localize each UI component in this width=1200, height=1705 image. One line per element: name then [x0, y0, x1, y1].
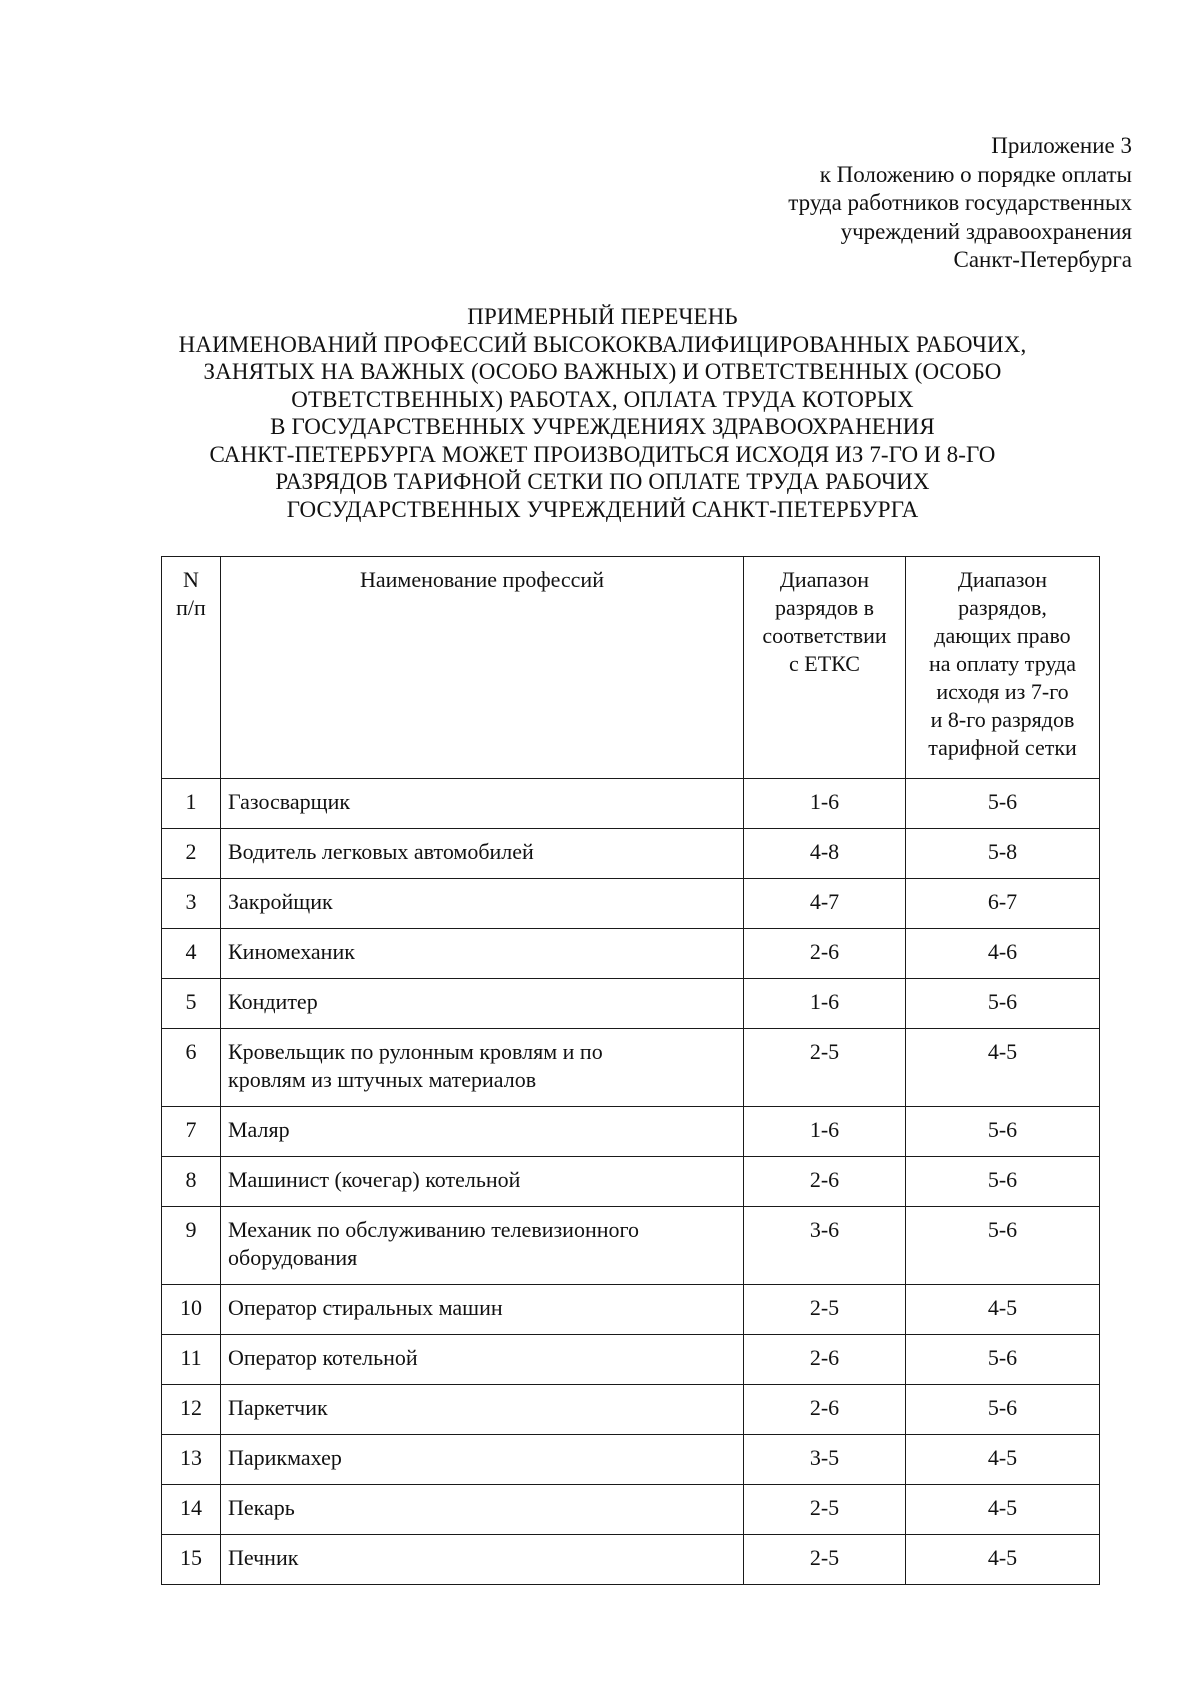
row-profession — [221, 1385, 744, 1435]
row-pay-range: 4-5 — [906, 1435, 1100, 1485]
row-pay-range: 5-6 — [906, 779, 1100, 829]
profession-line: оборудования — [228, 1245, 358, 1270]
profession-line: Кондитер — [228, 989, 318, 1014]
row-etks-range: 1-6 — [744, 1107, 906, 1157]
row-etks-range: 2-6 — [744, 929, 906, 979]
row-pay-range: 4-5 — [906, 1535, 1100, 1585]
row-pay-range: 5-6 — [906, 979, 1100, 1029]
title-line: ГОСУДАРСТВЕННЫХ УЧРЕЖДЕНИЙ САНКТ-ПЕТЕРБУРГА — [286, 496, 919, 522]
row-etks-range: 4-7 — [744, 879, 906, 929]
table-row — [162, 1435, 1100, 1485]
table-header-row — [162, 557, 1100, 779]
header-etks-range — [744, 557, 906, 779]
row-number: 6 — [162, 1029, 221, 1107]
row-etks-range: 3-6 — [744, 1207, 906, 1285]
header-number — [162, 557, 221, 779]
row-etks-range: 2-6 — [744, 1335, 906, 1385]
row-pay-range: 4-6 — [906, 929, 1100, 979]
header-line: разрядов, — [958, 595, 1047, 620]
row-etks-range: 2-6 — [744, 1385, 906, 1435]
title-line: НАИМЕНОВАНИЙ ПРОФЕССИЙ ВЫСОКОКВАЛИФИЦИРОВАННЫХ РАБОЧИХ, — [178, 331, 1027, 357]
row-number: 7 — [162, 1107, 221, 1157]
profession-line: Печник — [228, 1545, 299, 1570]
table-row — [162, 879, 1100, 929]
row-number: 10 — [162, 1285, 221, 1335]
header-line: исходя из 7-го — [936, 679, 1069, 704]
row-number: 12 — [162, 1385, 221, 1435]
row-pay-range: 5-6 — [906, 1157, 1100, 1207]
title-line: ЗАНЯТЫХ НА ВАЖНЫХ (ОСОБО ВАЖНЫХ) И ОТВЕТСТВЕННЫХ (ОСОБО — [203, 359, 1002, 384]
table-row — [162, 929, 1100, 979]
profession-line: Закройщик — [228, 889, 333, 914]
row-number: 1 — [162, 779, 221, 829]
profession-line: Газосварщик — [228, 789, 351, 814]
row-profession — [221, 879, 744, 929]
table-row — [162, 1485, 1100, 1535]
header-line: N — [183, 567, 199, 592]
appendix-line: к Положению о порядке оплаты — [819, 161, 1132, 187]
row-profession — [221, 1435, 744, 1485]
profession-line: Киномеханик — [228, 939, 355, 964]
header-line: тарифной сетки — [928, 735, 1077, 760]
row-number: 13 — [162, 1435, 221, 1485]
row-pay-range: 5-6 — [906, 1207, 1100, 1285]
appendix-line: Приложение 3 — [991, 133, 1132, 158]
table-row — [162, 1029, 1100, 1107]
row-number: 9 — [162, 1207, 221, 1285]
header-profession-name — [221, 557, 744, 779]
row-number: 5 — [162, 979, 221, 1029]
row-profession — [221, 1335, 744, 1385]
row-pay-range: 5-6 — [906, 1107, 1100, 1157]
profession-line: Водитель легковых автомобилей — [228, 839, 534, 864]
row-profession — [221, 1485, 744, 1535]
profession-line: Паркетчик — [228, 1395, 328, 1420]
profession-line: Оператор котельной — [228, 1345, 418, 1370]
row-pay-range: 5-6 — [906, 1385, 1100, 1435]
table-row — [162, 1385, 1100, 1435]
row-pay-range: 5-6 — [906, 1335, 1100, 1385]
row-profession — [221, 1107, 744, 1157]
profession-line: Механик по обслуживанию телевизионного — [228, 1217, 639, 1242]
title-line: САНКТ-ПЕТЕРБУРГА МОЖЕТ ПРОИЗВОДИТЬСЯ ИСХОДЯ ИЗ 7-ГО И 8-ГО — [209, 441, 996, 467]
row-number: 15 — [162, 1535, 221, 1585]
row-etks-range: 2-5 — [744, 1285, 906, 1335]
header-line: с ЕТКС — [789, 651, 860, 676]
table-row — [162, 979, 1100, 1029]
table-row — [162, 1335, 1100, 1385]
row-pay-range: 4-5 — [906, 1485, 1100, 1535]
appendix-header — [788, 132, 1132, 275]
table-row — [162, 1207, 1100, 1285]
row-number: 11 — [162, 1335, 221, 1385]
row-pay-range: 4-5 — [906, 1029, 1100, 1107]
row-profession — [221, 1157, 744, 1207]
header-line: Диапазон — [957, 567, 1048, 592]
row-profession — [221, 929, 744, 979]
row-profession — [221, 779, 744, 829]
row-pay-range: 4-5 — [906, 1285, 1100, 1335]
table-row — [162, 1285, 1100, 1335]
title-line: ОТВЕТСТВЕННЫХ) РАБОТАХ, ОПЛАТА ТРУДА КОТОРЫХ — [291, 386, 914, 412]
row-etks-range: 1-6 — [744, 979, 906, 1029]
header-pay-range — [906, 557, 1100, 779]
appendix-line: учреждений здравоохранения — [840, 218, 1132, 244]
row-profession — [221, 1207, 744, 1285]
title-line: РАЗРЯДОВ ТАРИФНОЙ СЕТКИ ПО ОПЛАТЕ ТРУДА РАБОЧИХ — [275, 469, 930, 494]
profession-line: Маляр — [228, 1117, 290, 1142]
row-etks-range: 2-6 — [744, 1157, 906, 1207]
appendix-line: труда работников государственных — [788, 190, 1132, 215]
row-pay-range: 6-7 — [906, 879, 1100, 929]
profession-line: Пекарь — [228, 1495, 295, 1520]
table-row — [162, 829, 1100, 879]
row-profession — [221, 979, 744, 1029]
profession-line: Оператор стиральных машин — [228, 1295, 503, 1320]
table-row — [162, 1107, 1100, 1157]
row-profession — [221, 1535, 744, 1585]
header-line: п/п — [176, 595, 206, 620]
header-line: соответствии — [762, 623, 887, 648]
row-profession — [221, 1285, 744, 1335]
row-number: 14 — [162, 1485, 221, 1535]
header-line: разрядов в — [774, 595, 875, 620]
row-profession — [221, 829, 744, 879]
appendix-line: Санкт-Петербурга — [953, 247, 1132, 272]
professions-table — [161, 556, 1100, 1585]
row-etks-range: 3-5 — [744, 1435, 906, 1485]
header-line: Диапазон — [779, 567, 870, 592]
profession-line: Парикмахер — [228, 1445, 342, 1470]
row-etks-range: 1-6 — [744, 779, 906, 829]
header-line: на оплату труда — [929, 651, 1076, 676]
header-line: дающих право — [934, 623, 1071, 648]
row-profession — [221, 1029, 744, 1107]
row-number: 8 — [162, 1157, 221, 1207]
row-number: 3 — [162, 879, 221, 929]
table-row — [162, 1535, 1100, 1585]
row-pay-range: 5-8 — [906, 829, 1100, 879]
title-line: ПРИМЕРНЫЙ ПЕРЕЧЕНЬ — [467, 304, 738, 329]
profession-line: кровлям из штучных материалов — [228, 1067, 537, 1092]
profession-line: Машинист (кочегар) котельной — [228, 1167, 521, 1192]
profession-line: Кровельщик по рулонным кровлям и по — [228, 1039, 603, 1064]
title-line: В ГОСУДАРСТВЕННЫХ УЧРЕЖДЕНИЯХ ЗДРАВООХРАНЕНИЯ — [270, 414, 935, 439]
header-line: и 8-го разрядов — [930, 707, 1075, 732]
table-row — [162, 1157, 1100, 1207]
header-line: Наименование профессий — [360, 567, 604, 592]
table-row — [162, 779, 1100, 829]
row-etks-range: 4-8 — [744, 829, 906, 879]
row-number: 2 — [162, 829, 221, 879]
document-title — [150, 303, 1055, 523]
row-etks-range: 2-5 — [744, 1029, 906, 1107]
row-etks-range: 2-5 — [744, 1485, 906, 1535]
row-number: 4 — [162, 929, 221, 979]
row-etks-range: 2-5 — [744, 1535, 906, 1585]
